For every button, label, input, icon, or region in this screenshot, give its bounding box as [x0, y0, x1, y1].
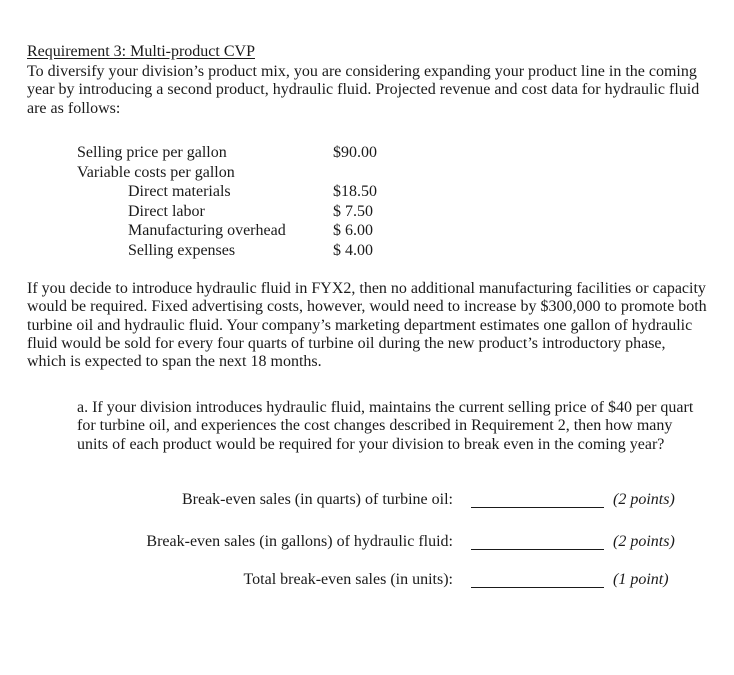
cost-item-value: $18.50 — [333, 183, 377, 200]
points-label: (2 points) — [613, 491, 675, 508]
cost-item-value: $ 6.00 — [333, 222, 373, 239]
answer-label: Break-even sales (in quarts) of turbine oil: — [181, 491, 453, 508]
points-label: (1 point) — [613, 571, 669, 588]
answer-blank-turbine-oil[interactable] — [471, 491, 604, 508]
selling-price-label: Selling price per gallon — [77, 144, 227, 161]
answer-row-turbine-oil — [0, 491, 734, 511]
question-a: a. If your division introduces hydraulic fluid, maintains the current selling price of $40 per quart for turbine oil, and experiences the cost changes described in Requirement 2, then how many units of each product would be required for your division to break even in the coming year? — [77, 399, 694, 453]
cost-item-label: Direct labor — [128, 202, 205, 220]
cost-item-value: $ 4.00 — [333, 241, 373, 259]
intro-paragraph: To diversify your division’s product mix, you are considering expanding your product line in the coming year by introducing a second product, hydraulic fluid. Projected revenue and cost data for hydraulic fluid are as follows: — [27, 63, 700, 117]
cost-item-label: Direct materials — [128, 183, 231, 200]
answer-label: Total break-even sales (in units): — [243, 571, 453, 588]
answer-row-hydraulic-fluid — [0, 533, 734, 553]
answer-row-total-units — [0, 571, 734, 591]
requirement-heading: Requirement 3: Multi-product CVP — [27, 43, 255, 60]
selling-price-value: $90.00 — [333, 144, 377, 161]
variable-costs-label: Variable costs per gallon — [77, 163, 235, 181]
cost-item-label: Selling expenses — [128, 241, 236, 259]
cost-item-value: $ 7.50 — [333, 202, 373, 220]
answer-blank-total-units[interactable] — [471, 571, 604, 588]
answer-blank-hydraulic-fluid[interactable] — [471, 533, 604, 550]
decision-paragraph: If you decide to introduce hydraulic fluid in FYX2, then no additional manufacturing facilities or capacity would be required. Fixed advertising costs, however, would need to increase by $300,000 to promote both turbine oil and hydraulic fluid. Your company’s marketing department estimates one gallon of hydraulic fluid would be sold for every four quarts of turbine oil during the new product’s introductory phase, which is expected to span the next 18 months. — [27, 280, 707, 371]
cost-item-label: Manufacturing overhead — [128, 222, 286, 239]
answer-label: Break-even sales (in gallons) of hydraulic fluid: — [146, 533, 453, 550]
points-label: (2 points) — [613, 533, 675, 550]
